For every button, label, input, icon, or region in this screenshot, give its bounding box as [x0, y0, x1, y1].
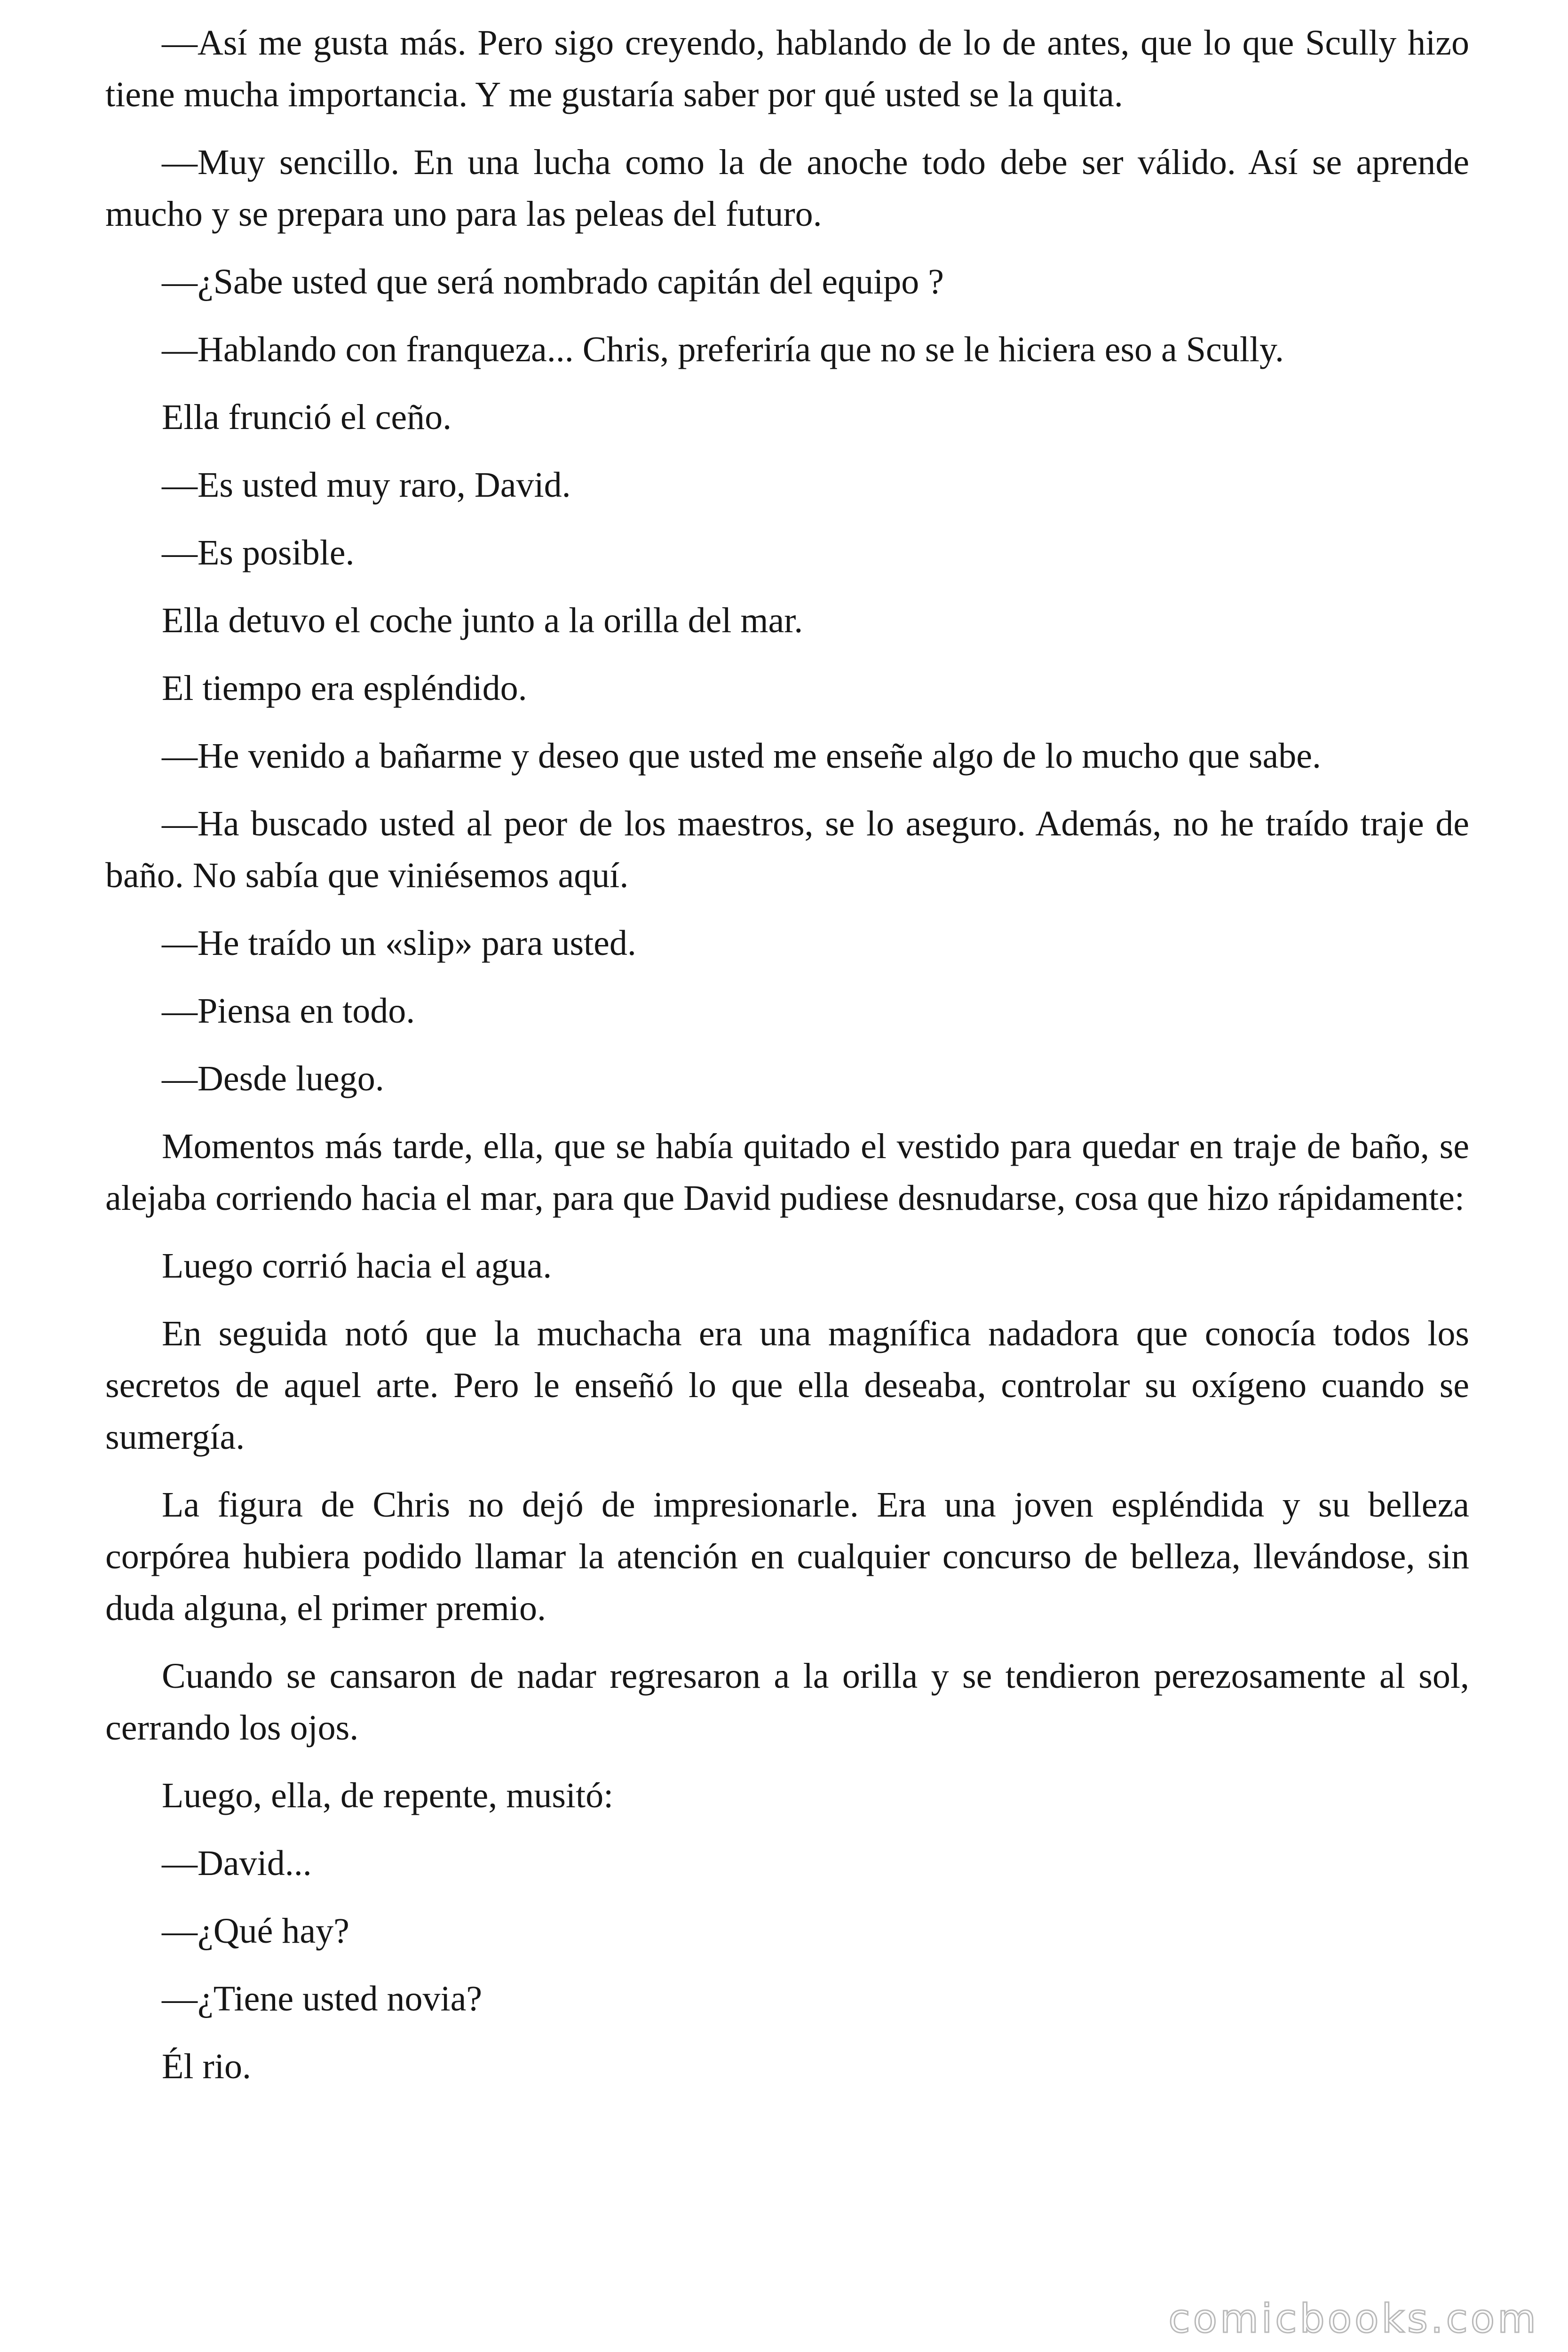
paragraph: —¿Qué hay? — [162, 1911, 349, 1951]
paragraph: —Muy sencillo. En una lucha como la de anoche todo debe ser válido. Así se aprende mucho y se prepara uno para las peleas del futuro. — [105, 143, 1469, 234]
paragraph: —Piensa en todo. — [162, 991, 415, 1031]
paragraph: —Es posible. — [162, 533, 355, 572]
paragraph: —Desde luego. — [162, 1059, 384, 1098]
paragraph: —¿Tiene usted novia? — [162, 1979, 483, 2018]
watermark: comicbooks.com — [1168, 2296, 1539, 2342]
paragraph: Ella detuvo el coche junto a la orilla del mar. — [162, 601, 803, 640]
paragraph: —Hablando con franqueza... Chris, preferiría que no se le hiciera eso a Scully. — [162, 330, 1284, 369]
document-body — [105, 17, 1469, 2108]
paragraph: Cuando se cansaron de nadar regresaron a la orilla y se tendieron perezosamente al sol, cerrando los ojos. — [105, 1656, 1469, 1748]
paragraph: Ella frunció el ceño. — [162, 397, 452, 437]
paragraph: La figura de Chris no dejó de impresionarle. Era una joven espléndida y su belleza corpórea hubiera podido llamar la atención en cualquier concurso de belleza, llevándose, sin duda alguna, el primer premio. — [105, 1485, 1469, 1628]
paragraph: Él rio. — [162, 2047, 251, 2086]
paragraph: —¿Sabe usted que será nombrado capitán del equipo ? — [162, 262, 944, 302]
paragraph: Luego corrió hacia el agua. — [162, 1246, 552, 1286]
paragraph: Momentos más tarde, ella, que se había quitado el vestido para quedar en traje de baño, se alejaba corriendo hacia el mar, para que David pudiese desnudarse, cosa que hizo rápidamente: — [105, 1127, 1469, 1218]
paragraph: —Es usted muy raro, David. — [162, 465, 571, 505]
paragraph: —He venido a bañarme y deseo que usted me enseñe algo de lo mucho que sabe. — [162, 736, 1321, 776]
paragraph: —Así me gusta más. Pero sigo creyendo, hablando de lo de antes, que lo que Scully hizo tiene mucha importancia. Y me gustaría saber por qué usted se la quita. — [105, 23, 1469, 114]
paragraph: En seguida notó que la muchacha era una magnífica nadadora que conocía todos los secretos de aquel arte. Pero le enseñó lo que ella deseaba, controlar su oxígeno cuando se sumergía. — [105, 1314, 1469, 1457]
paragraph: El tiempo era espléndido. — [162, 668, 527, 708]
paragraph: —David... — [162, 1843, 312, 1883]
paragraph: Luego, ella, de repente, musitó: — [162, 1776, 614, 1815]
paragraph: —Ha buscado usted al peor de los maestros, se lo aseguro. Además, no he traído traje de baño. No sabía que viniésemos aquí. — [105, 804, 1469, 895]
paragraph: —He traído un «slip» para usted. — [162, 923, 636, 963]
